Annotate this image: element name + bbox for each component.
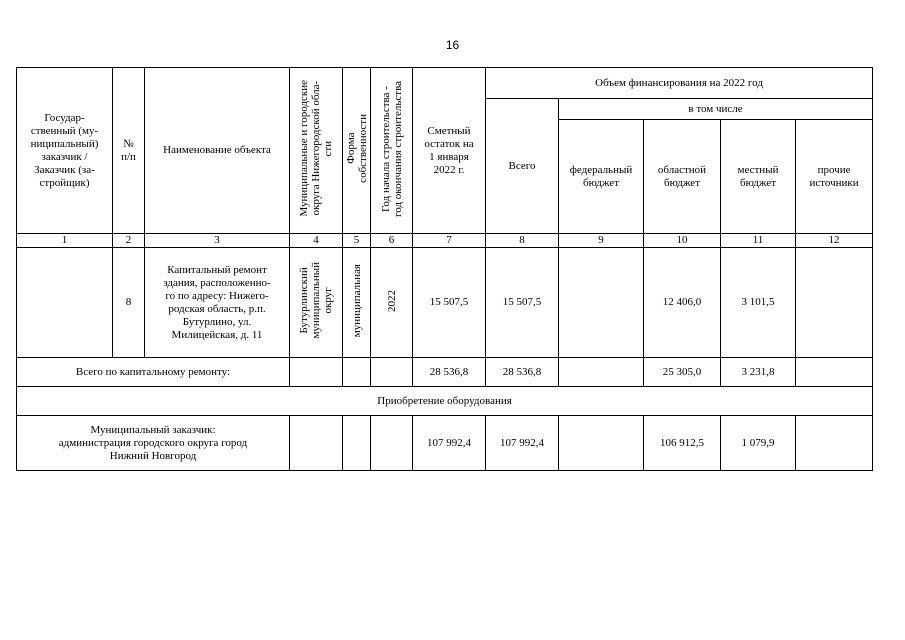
cell-other	[796, 358, 873, 387]
table-row	[17, 416, 873, 471]
cell-federal	[559, 358, 644, 387]
cell-municipality: Бутурлинский муниципальный округ	[290, 248, 343, 358]
cell-empty	[290, 416, 343, 471]
header-other: прочие источники	[796, 120, 873, 234]
cell-num: 8	[113, 248, 145, 358]
cell-estimate: 28 536,8	[413, 358, 486, 387]
header-local: местный бюджет	[721, 120, 796, 234]
cell-ownership: муниципальная	[343, 248, 371, 358]
header-municipality: Муниципальные и городские округа Нижегородской обла- сти	[290, 68, 343, 234]
header-years: Год начала строительства - год окончания строительства	[371, 68, 413, 234]
cell-federal	[559, 248, 644, 358]
cell-empty	[343, 358, 371, 387]
column-number: 3	[145, 234, 290, 248]
cell-empty	[371, 416, 413, 471]
header-including: в том числе	[559, 99, 873, 120]
column-number: 2	[113, 234, 145, 248]
cell-local: 1 079,9	[721, 416, 796, 471]
header-federal: федеральный бюджет	[559, 120, 644, 234]
cell-empty	[371, 358, 413, 387]
column-number: 1	[17, 234, 113, 248]
cell-federal	[559, 416, 644, 471]
table-row	[17, 358, 873, 387]
column-number: 5	[343, 234, 371, 248]
cell-estimate: 107 992,4	[413, 416, 486, 471]
page-number: 16	[445, 38, 460, 52]
header-funding: Объем финансирования на 2022 год	[486, 68, 873, 99]
section-title: Приобретение оборудования	[17, 387, 873, 416]
cell-years: 2022	[371, 248, 413, 358]
header-object-name: Наименование объекта	[145, 68, 290, 234]
column-number: 9	[559, 234, 644, 248]
cell-total: 15 507,5	[486, 248, 559, 358]
header-customer: Государ- ственный (му- ниципальный) заказчик / Заказчик (за- стройщик)	[17, 68, 113, 234]
header-total: Всего	[486, 99, 559, 234]
cell-empty	[343, 416, 371, 471]
cell-total: 107 992,4	[486, 416, 559, 471]
column-number: 11	[721, 234, 796, 248]
cell-object-name: Капитальный ремонт здания, расположенно- го по адресу: Нижего- родская область, р.п. Бутурлино, ул. Милицейская, д. 11	[145, 248, 290, 358]
cell-customer	[17, 248, 113, 358]
cell-regional: 12 406,0	[644, 248, 721, 358]
cell-other	[796, 416, 873, 471]
column-number: 10	[644, 234, 721, 248]
cell-equipment-label: Муниципальный заказчик: администрация городского округа город Нижний Новгород	[17, 416, 290, 471]
cell-regional: 106 912,5	[644, 416, 721, 471]
header-num: № п/п	[113, 68, 145, 234]
column-number: 7	[413, 234, 486, 248]
cell-regional: 25 305,0	[644, 358, 721, 387]
cell-empty	[290, 358, 343, 387]
cell-total: 28 536,8	[486, 358, 559, 387]
header-estimate: Сметный остаток на 1 января 2022 г.	[413, 68, 486, 234]
column-number: 4	[290, 234, 343, 248]
cell-local: 3 101,5	[721, 248, 796, 358]
table-row	[17, 248, 873, 358]
column-numbers-row	[17, 234, 873, 248]
column-number: 8	[486, 234, 559, 248]
column-number: 12	[796, 234, 873, 248]
header-regional: областной бюджет	[644, 120, 721, 234]
cell-local: 3 231,8	[721, 358, 796, 387]
column-number: 6	[371, 234, 413, 248]
cell-other	[796, 248, 873, 358]
cell-estimate: 15 507,5	[413, 248, 486, 358]
financing-table	[16, 67, 873, 471]
section-row	[17, 387, 873, 416]
header-ownership: Форма собственности	[343, 68, 371, 234]
cell-total-label: Всего по капитальному ремонту:	[17, 358, 290, 387]
